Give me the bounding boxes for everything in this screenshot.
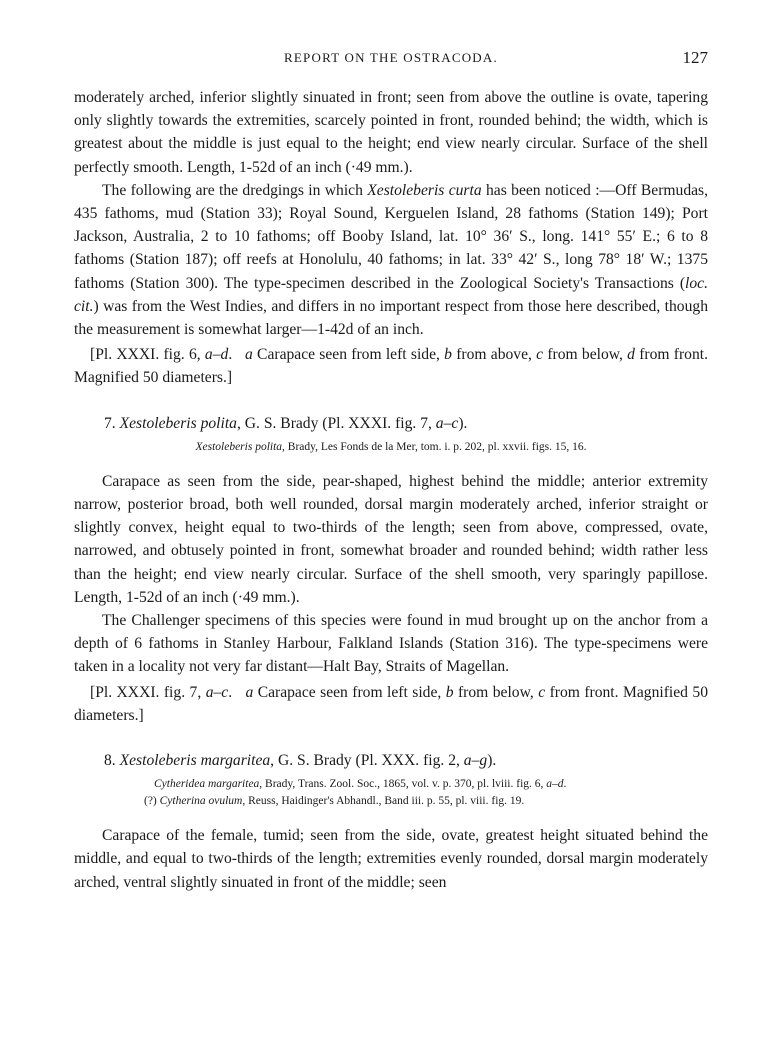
synonymy-7: Xestoleberis polita, Brady, Les Fonds de la Mer, tom. i. p. 202, pl. xxvii. figs. 15, 16. (195, 440, 587, 453)
species-heading-8: 8. Xestoleberis margaritea, G. S. Brady (Pl. XXX. fig. 2, a–g). (104, 752, 497, 770)
page-number: 127 (682, 48, 708, 67)
synonymy-line: Cytheridea margaritea, Brady, Trans. Zool. Soc., 1865, vol. v. p. 370, pl. lviii. fig. 6, a–d. (154, 778, 567, 791)
body-text (74, 86, 708, 894)
species-7-plate-reference: [Pl. XXXI. fig. 7, a–c. a Carapace seen from left side, b from below, c from front. Magnified 50 diameters.] (74, 683, 708, 724)
paragraph-dredgings: The following are the dredgings in which Xestoleberis curta has been noticed :—Off Bermudas, 435 fathoms, mud (Station 33); Royal Sound, Kerguelen Island, 28 fathoms (Station 149); Port Jackson, Australia, 2 to 10 fathoms; off Booby Island, lat. 10° 36′ S., long. 141° 55′ E.; 6 to 8 fathoms (Station 187); off reefs at Honolulu, 40 fathoms; in lat. 33° 42′ S., long 78° 18′ W.; 1375 fathoms (Station 300). The type-specimen described in the Zoological Society's Transactions (loc. cit.) was from the West Indies, and differs in no important respect from those here described, though the measurement is somewhat larger—1-42d of an inch. (74, 181, 709, 339)
plate-reference: [Pl. XXXI. fig. 6, a–d. a Carapace seen from left side, b from above, c from below, d from front. Magnified 50 diameters.] (74, 346, 709, 387)
species-heading-7: 7. Xestoleberis polita, G. S. Brady (Pl. XXXI. fig. 7, a–c). (104, 414, 468, 432)
species-7-distribution: The Challenger specimens of this species were found in mud brought up on the anchor from a depth of 6 fathoms in Stanley Harbour, Falkland Islands (Station 316). The type-specimens were taken in a locality not very far distant—Halt Bay, Straits of Magellan. (74, 612, 708, 676)
running-title: REPORT ON THE OSTRACODA. (284, 50, 498, 65)
loc-cit: loc. cit. (74, 274, 708, 315)
species-name: Xestoleberis curta (367, 181, 482, 199)
page-header (74, 44, 708, 74)
species-7-description: Carapace as seen from the side, pear-shaped, highest behind the middle; anterior extremity narrow, posterior broad, both well rounded, dorsal margin moderately arched, inferior straight or slightly convex, height equal to two-thirds of the length; seen from above, compressed, ovate, narrowed, and obtusely pointed in front, somewhat broader and rounded behind; width rather less than the height; end view nearly circular. Surface of the shell smooth, very sparingly papillose. Length, 1-52d of an inch (·49 mm.). (74, 472, 708, 606)
synonymy-line: (?) Cytherina ovulum, Reuss, Haidinger's Abhandl., Band iii. p. 55, pl. viii. fig. 19. (144, 795, 525, 808)
paragraph-continuation: moderately arched, inferior slightly sinuated in front; seen from above the outline is ovate, tapering only slightly towards the extremities, scarcely pointed in front, rounded behind; the width, which is greatest about the middle is just equal to the height; end view nearly circular. Surface of the shell perfectly smooth. Length, 1-52d of an inch (·49 mm.). (74, 89, 708, 176)
synonymy-8 (74, 776, 708, 810)
species-8-description: Carapace of the female, tumid; seen from the side, ovate, greatest height situated behind the middle, and equal to two-thirds of the length; extremities evenly rounded, dorsal margin moderately arched, ventral slightly sinuated in front of the middle; seen (74, 827, 708, 891)
